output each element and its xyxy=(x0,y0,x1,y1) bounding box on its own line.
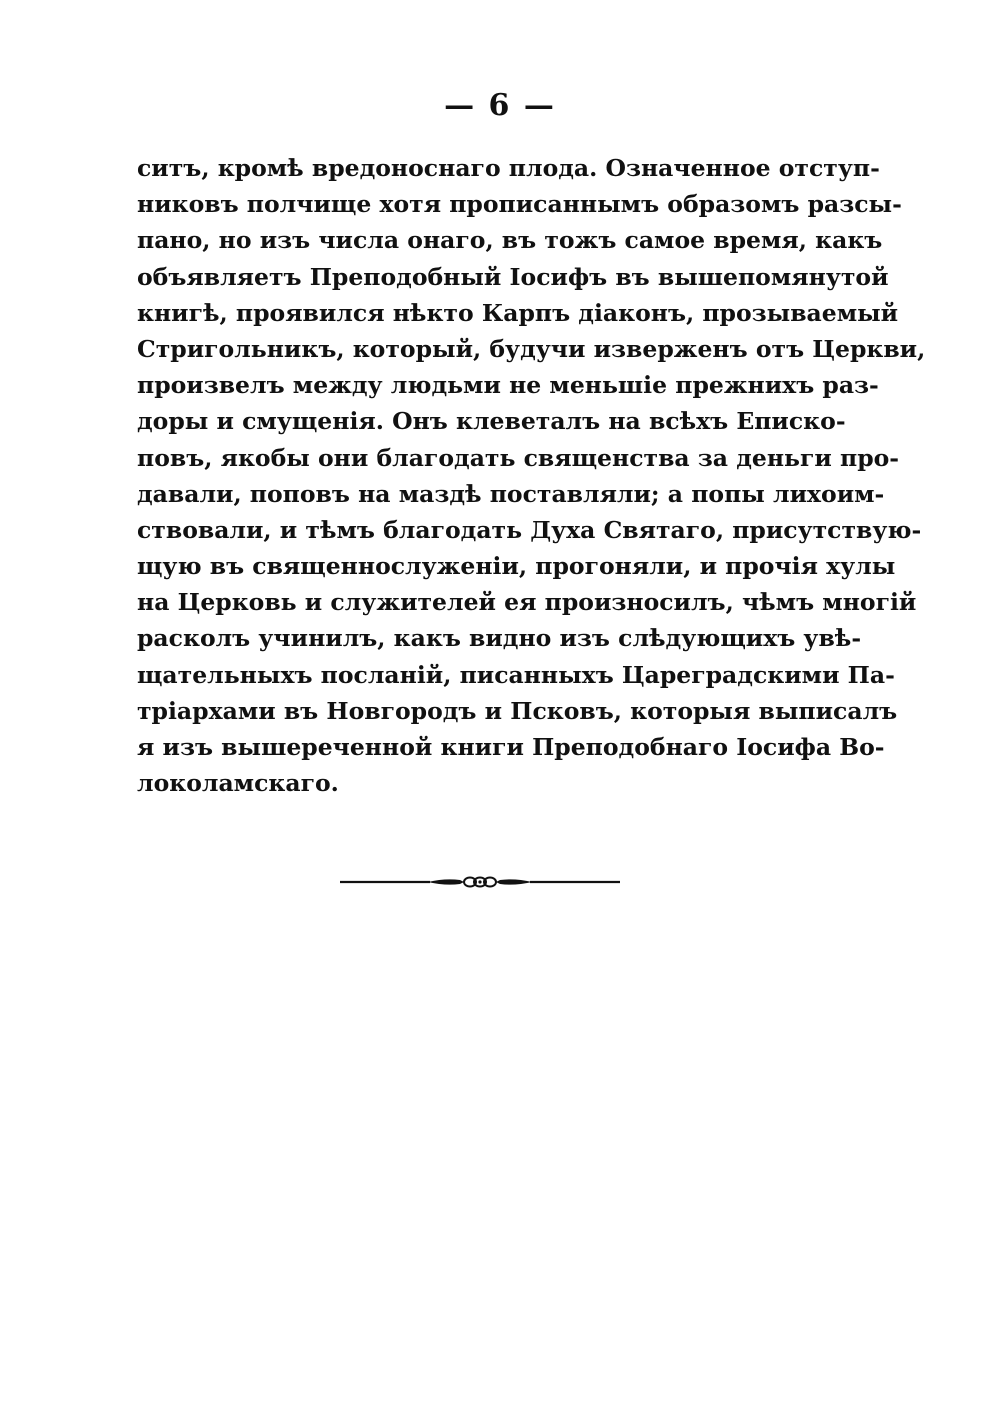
text-line: доры и смущенія. Онъ клеветалъ на всѣхъ Еписко- xyxy=(137,407,846,436)
text-line: тріархами въ Новгородъ и Псковъ, которыя выписалъ xyxy=(137,696,898,725)
text-line: пано, но изъ числа онаго, въ тожъ самое время, какъ xyxy=(137,226,883,255)
text-line: расколъ учинилъ, какъ видно изъ слѣдующихъ увѣ- xyxy=(137,624,862,653)
text-line: произвелъ между людьми не меньшіе прежнихъ раз- xyxy=(137,371,879,400)
text-line: я изъ вышереченной книги Преподобнаго Іосифа Во- xyxy=(137,733,885,761)
text-line-last: локоламскаго. xyxy=(137,769,339,798)
text-line: щую въ священнослуженіи, прогоняли, и прочія хулы xyxy=(137,552,896,581)
text-line: давали, поповъ на маздѣ поставляли; а попы лихоим- xyxy=(137,479,885,508)
text-line: ситъ, кромѣ вредоноснаго плода. Означенное отступ- xyxy=(137,154,880,182)
text-line: ствовали, и тѣмъ благодать Духа Святаго, присутствую- xyxy=(137,515,922,544)
text-line: никовъ полчище хотя прописаннымъ образомъ разсы- xyxy=(137,190,902,219)
text-line: повъ, якобы они благодать священства за деньги про- xyxy=(137,443,900,472)
text-line: щательныхъ посланій, писанныхъ Цареградскими Па- xyxy=(137,660,895,689)
body-text xyxy=(137,150,926,801)
text-line: объявляетъ Преподобный Іосифъ въ вышепомянутой xyxy=(137,262,889,291)
text-line: Стригольникъ, который, будучи изверженъ отъ Церкви, xyxy=(137,334,926,363)
text-line: на Церковь и служителей ея произносилъ, чѣмъ многій xyxy=(137,588,917,617)
tailpiece-ornament-icon xyxy=(340,872,620,892)
page-number: — 6 — xyxy=(444,88,556,123)
text-line: книгѣ, проявился нѣкто Карпъ діаконъ, прозываемый xyxy=(137,298,899,327)
